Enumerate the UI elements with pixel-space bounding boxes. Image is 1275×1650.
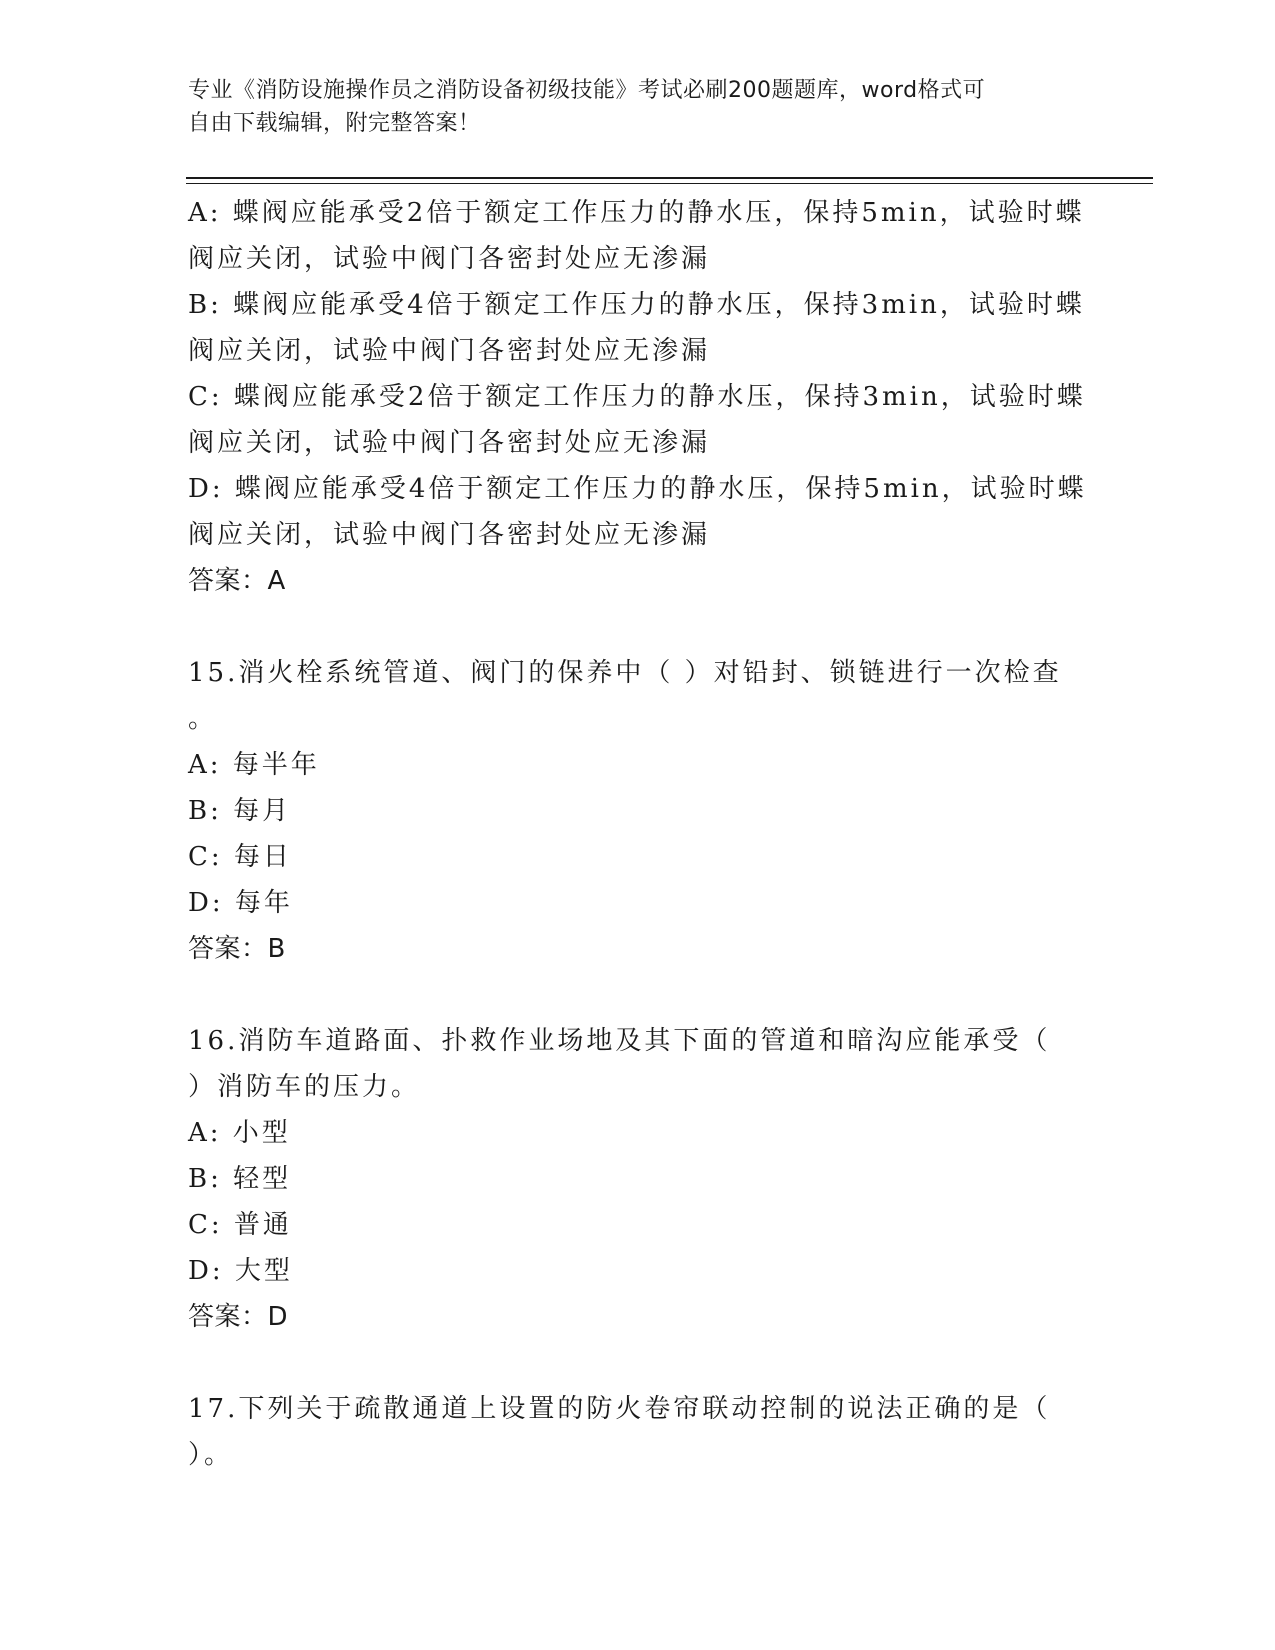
spacer xyxy=(188,604,1088,650)
option-d-line-2: 阀应关闭，试验中阀门各密封处应无渗漏 xyxy=(188,520,711,550)
document-header xyxy=(188,74,1088,140)
option-a-line-1: A: 蝶阀应能承受2倍于额定工作压力的静水压，保持5min，试验时蝶 xyxy=(188,198,1085,228)
option-b-line-1: B: 蝶阀应能承受4倍于额定工作压力的静水压，保持3min，试验时蝶 xyxy=(188,290,1085,320)
answer-16: 答案：D xyxy=(188,1302,289,1332)
answer-15: 答案：B xyxy=(188,934,286,964)
option-b: B: 每月 xyxy=(188,796,292,826)
option-b-line-2: 阀应关闭，试验中阀门各密封处应无渗漏 xyxy=(188,336,711,366)
option-d: D: 大型 xyxy=(188,1256,293,1286)
option-a-line-2: 阀应关闭，试验中阀门各密封处应无渗漏 xyxy=(188,244,711,274)
question-16-stem-line-1: 16.消防车道路面、扑救作业场地及其下面的管道和暗沟应能承受（ xyxy=(188,1026,1051,1056)
question-list xyxy=(188,190,1088,1478)
spacer xyxy=(188,1340,1088,1386)
question-17-stem-line-2: ）。 xyxy=(188,1440,234,1470)
question-16-stem-line-2: ）消防车的压力。 xyxy=(188,1072,421,1102)
question-15-stem-line-2: 。 xyxy=(188,704,218,734)
spacer xyxy=(188,972,1088,1018)
header-divider-thin xyxy=(186,183,1153,184)
option-a: A: 每半年 xyxy=(188,750,320,780)
option-d-line-1: D: 蝶阀应能承受4倍于额定工作压力的静水压，保持5min，试验时蝶 xyxy=(188,474,1087,504)
question-14-options xyxy=(188,190,1088,604)
header-divider-thick xyxy=(186,177,1153,179)
question-15 xyxy=(188,650,1088,972)
question-15-stem-line-1: 15.消火栓系统管道、阀门的保养中（ ）对铅封、锁链进行一次检查 xyxy=(188,658,1062,688)
option-c-line-1: C: 蝶阀应能承受2倍于额定工作压力的静水压，保持3min，试验时蝶 xyxy=(188,382,1086,412)
header-line-1: 专业《消防设施操作员之消防设备初级技能》考试必刷200题题库，word格式可 xyxy=(188,78,986,103)
question-17-stem-line-1: 17.下列关于疏散通道上设置的防火卷帘联动控制的说法正确的是（ xyxy=(188,1394,1051,1424)
option-c: C: 普通 xyxy=(188,1210,292,1240)
option-b: B: 轻型 xyxy=(188,1164,292,1194)
question-17 xyxy=(188,1386,1088,1478)
question-16 xyxy=(188,1018,1088,1340)
option-c-line-2: 阀应关闭，试验中阀门各密封处应无渗漏 xyxy=(188,428,711,458)
answer-14: 答案：A xyxy=(188,566,286,596)
option-c: C: 每日 xyxy=(188,842,292,872)
option-d: D: 每年 xyxy=(188,888,293,918)
option-a: A: 小型 xyxy=(188,1118,291,1148)
header-line-2: 自由下载编辑，附完整答案！ xyxy=(188,111,481,136)
